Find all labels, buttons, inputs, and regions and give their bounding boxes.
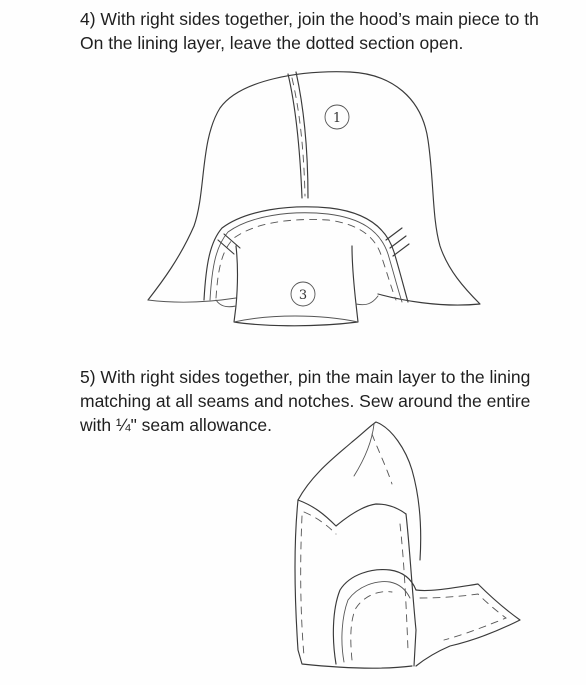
left-panel-top-seam <box>298 500 406 526</box>
piece-3-outline <box>234 246 358 326</box>
notch-left-1 <box>218 240 234 254</box>
hood-assembly-figure-step-4 <box>140 68 490 338</box>
face-opening-outline <box>333 570 416 664</box>
notch-right-1 <box>386 228 402 240</box>
left-panel-outline <box>295 500 412 668</box>
notch-right-3 <box>393 244 409 256</box>
piece-3-label: 3 <box>298 288 308 303</box>
step-4-line-1: 4) With right sides together, join the hood’s main piece to th <box>80 9 539 29</box>
step-4-line-2: On the lining layer, leave the dotted section open. <box>80 33 464 53</box>
hood-top-outline <box>298 422 421 560</box>
step-5-line-3: with ¼" seam allowance. <box>80 415 272 435</box>
hood-left-edge <box>148 298 236 302</box>
left-panel-stitch-top <box>304 512 336 534</box>
step-5-line-2: matching at all seams and notches. Sew around the entire <box>80 391 531 411</box>
face-opening-stitch-step-5 <box>351 592 392 660</box>
right-flap-outline <box>416 584 520 666</box>
notch-left-2 <box>224 234 240 248</box>
face-opening-inner <box>342 582 410 662</box>
step-4-instructions <box>80 7 586 55</box>
hood-top-stitch <box>372 434 392 484</box>
piece-3-right-tab <box>356 296 378 305</box>
center-seam-stitch <box>292 78 305 196</box>
piece-3-left-tab <box>216 300 236 307</box>
left-panel-stitch-outer <box>301 516 304 656</box>
step-5-line-1: 5) With right sides together, pin the main layer to the lining <box>80 367 531 387</box>
hood-outline <box>148 72 480 305</box>
hood-assembly-figure-step-5 <box>280 420 540 675</box>
right-flap-stitch <box>420 594 506 640</box>
piece-1-label: 1 <box>332 111 342 126</box>
piece-3-bottom-curve <box>234 316 358 322</box>
notch-right-2 <box>390 236 406 248</box>
